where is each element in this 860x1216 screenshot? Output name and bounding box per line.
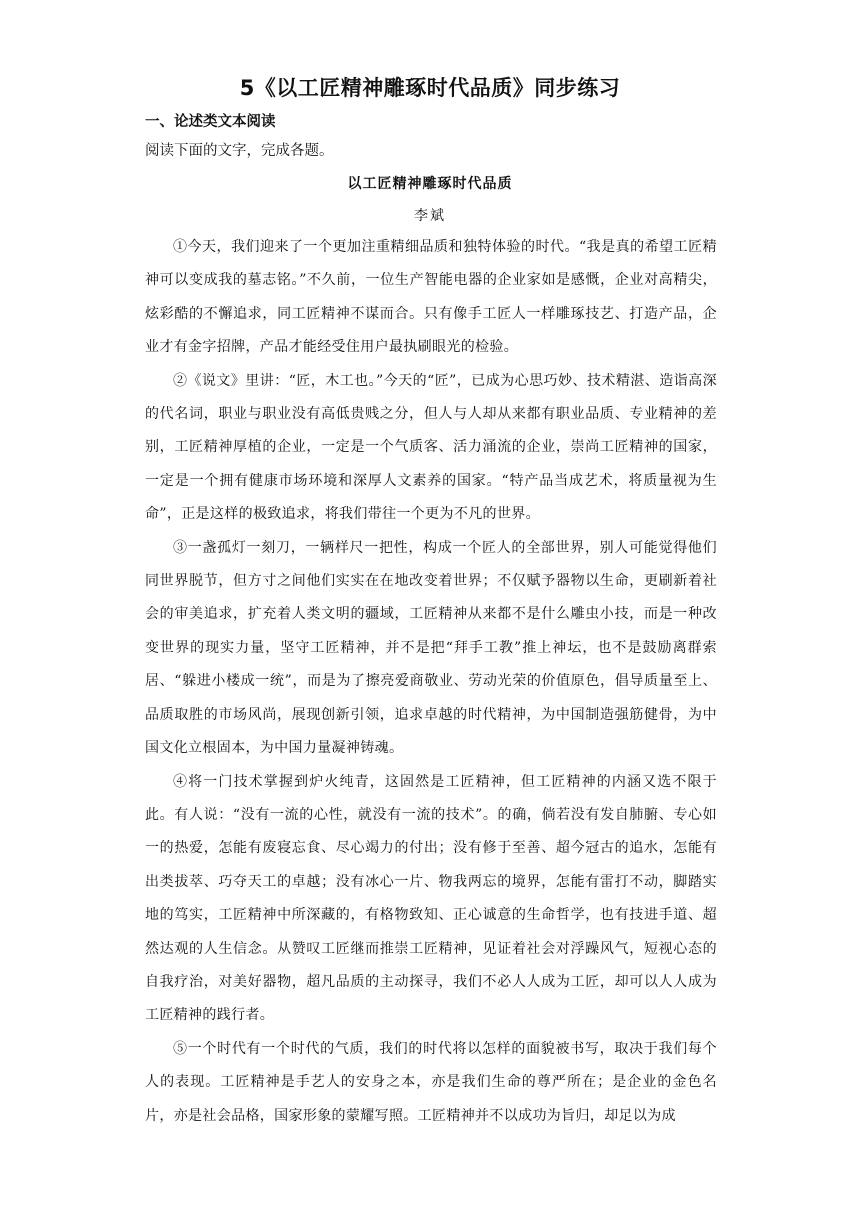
article-title: 以工匠精神雕琢时代品质 — [347, 176, 513, 192]
paragraph-5: ⑤一个时代有一个时代的气质，我们的时代将以怎样的面貌被书写，取决于我们每个人的表现。工匠精神是手艺人的安身之本，亦是我们生命的尊严所在；是企业的金色名片，亦是社会品格，国家形象的蒙耀写照。工匠精神并不以成功为旨归，却足以为成 — [145, 1040, 717, 1124]
section-heading: 一、论述类文本阅读 — [145, 114, 276, 130]
document-title: 5《以工匠精神雕琢时代品质》同步练习 — [239, 76, 621, 100]
paragraph-4: ④将一门技术掌握到炉火纯青，这固然是工匠精神，但工匠精神的内涵又选不限于此。有人说：“没有一流的心性，就没有一流的技术”。的确，倘若没有发自肺腑、专心如一的热爱，怎能有废寝忘食、尽心竭力的付出；没有修于至善、超今冠古的追水，怎能有出类拔萃、巧夺天工的卓越；没有冰心一片、物我两忘的境界，怎能有雷打不动，脚踏实地的笃实，工匠精神中所深藏的，有格物致知、正心诚意的生命哲学，也有技进手道、超然达观的人生信念。从赞叹工匠继而推崇工匠精神，见证着社会对浮躁风气，短视心态的自我疗治，对美好器物，超凡品质的主动探寻，我们不必人人成为工匠，却可以人人成为工匠精神的践行者。 — [145, 773, 717, 1024]
paragraph-3: ③一盏孤灯一刻刀，一辆样尺一把性，构成一个匠人的全部世界，别人可能觉得他们同世界脱节，但方寸之间他们实实在在地改变着世界；不仅赋予器物以生命，更刷新着社会的审美追求，扩充着人类文明的疆域，工匠精神从来都不是什么雕虫小技，而是一种改变世界的现实力量，坚守工匠精神，并不是把“拜手工教”推上神坛，也不是鼓励离群索居、“躲进小楼成一统”，而是为了擦亮爱商敬业、劳动光荣的价值原色，倡导质量至上、品质取胜的市场风尚，展现创新引领，追求卓越的时代精神，为中国制造强筋健骨，为中国文化立根固本，为中国力量凝神铸魂。 — [145, 539, 717, 757]
reading-instruction: 阅读下面的文字，完成各题。 — [145, 143, 334, 159]
paragraph-1: ①今天，我们迎来了一个更加注重精细品质和独特体验的时代。“我是真的希望工匠精神可以变成我的墓志铭。”不久前，一位生产智能电器的企业家如是感慨，企业对高精尖，炫彩酷的不懈追求，同工匠精神不谋而合。只有像手工匠人一样雕琢技艺、打造产品，企业才有金字招牌，产品才能经受住用户最执刷眼光的检验。 — [145, 239, 717, 356]
article-author: 李斌 — [414, 208, 446, 224]
paragraph-2: ②《说文》里讲：“匠，木工也。”今天的“匠”，已成为心思巧妙、技术精湛、造诣高深的代名词，职业与职业没有高低贵贱之分，但人与人却从来都有职业品质、专业精神的差别，工匠精神厚植的企业，一定是一个气质客、活力涌流的企业，崇尚工匠精神的国家，一定是一个拥有健康市场环境和深厚人文素养的国家。“特产品当成艺术，将质量视为生命”，正是这样的极致追求，将我们带往一个更为不凡的世界。 — [145, 372, 717, 523]
article-body — [145, 231, 717, 1133]
